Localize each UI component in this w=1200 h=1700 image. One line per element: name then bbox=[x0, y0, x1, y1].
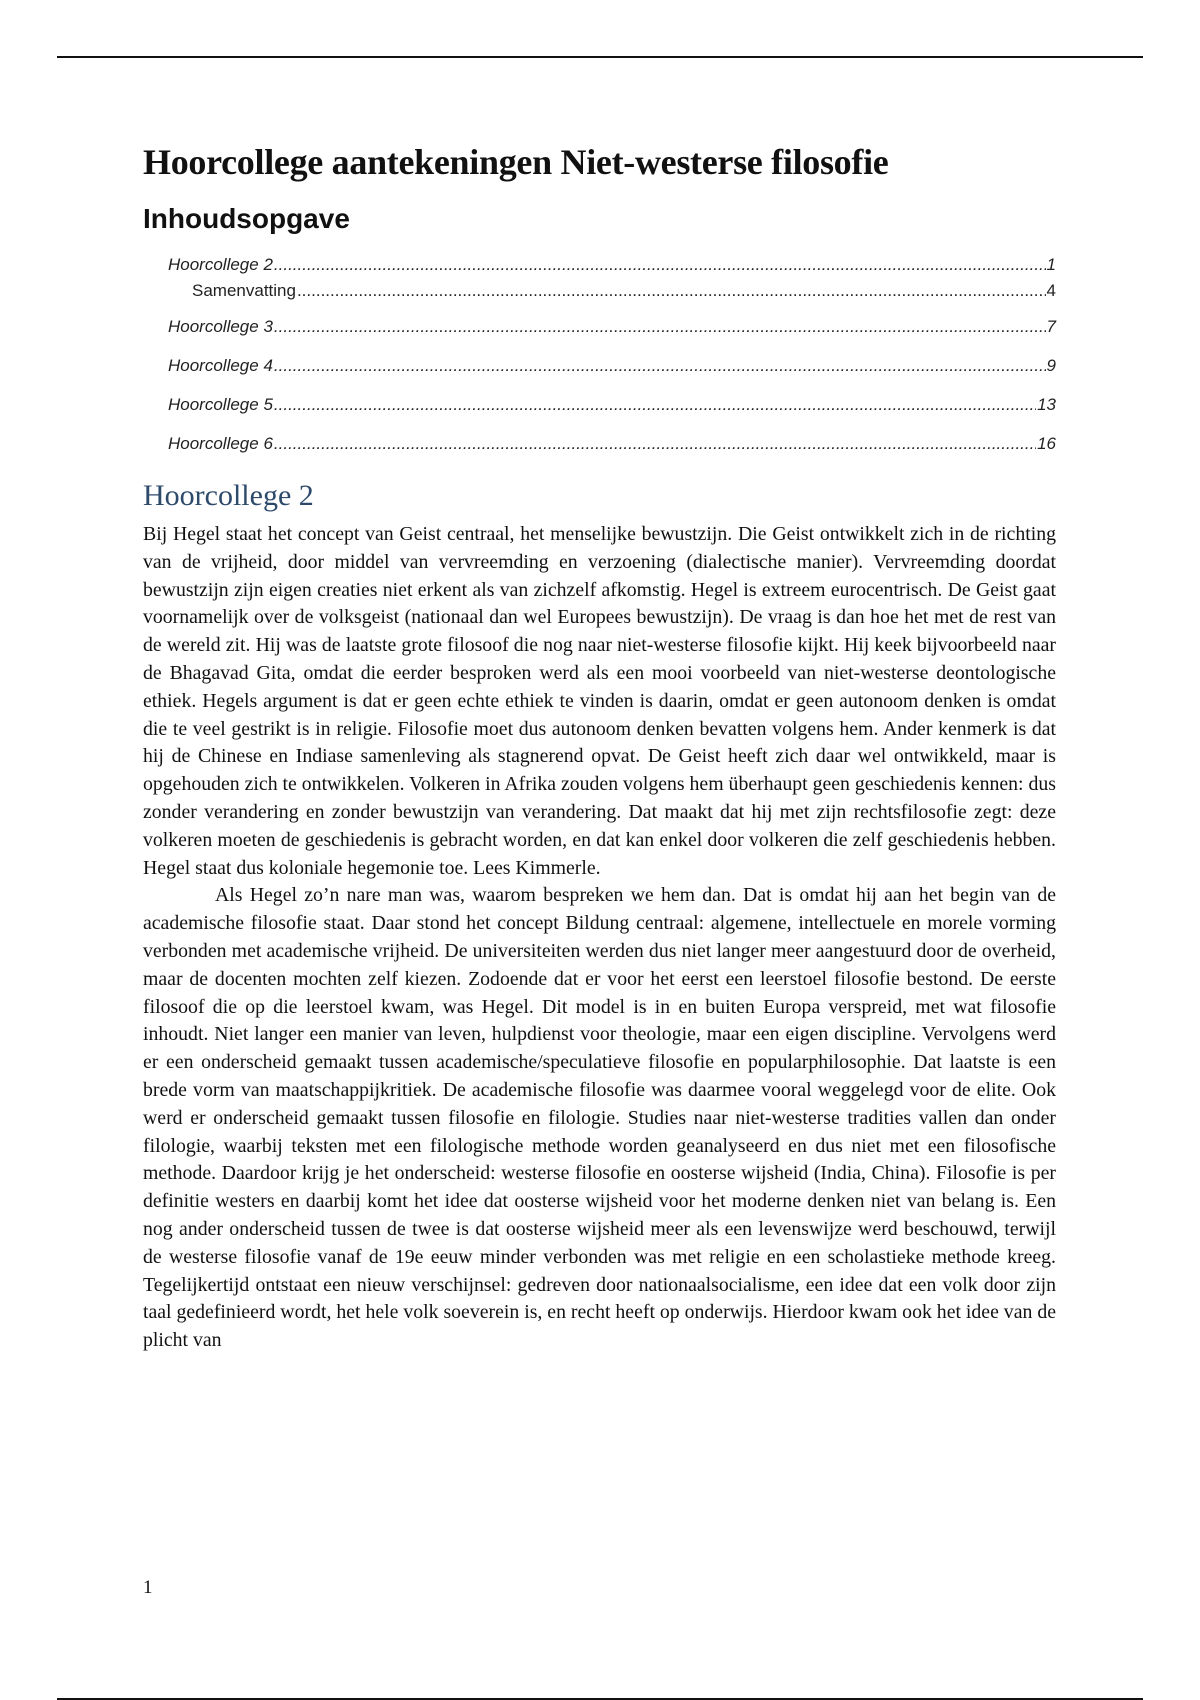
toc-heading: Inhoudsopgave bbox=[143, 203, 350, 234]
table-of-contents bbox=[143, 254, 1056, 455]
toc-leader-dots bbox=[274, 355, 1046, 377]
page-number: 1 bbox=[143, 1577, 153, 1598]
toc-leader-dots bbox=[274, 433, 1036, 455]
toc-entry-page: 16 bbox=[1037, 434, 1056, 453]
toc-entry-page: 9 bbox=[1046, 356, 1056, 375]
paragraph-hegel-geist: Bij Hegel staat het concept van Geist centraal, het menselijke bewustzijn. Die Geist ontwikkelt zich in de richting van de vrijheid, door middel van vervreemding en verzoening (dialectische manier). Vervreemding doordat bewustzijn zijn eigen creaties niet erkent als van zichzelf afkomstig. Hegel is extreem eurocentrisch. De Geist gaat voornamelijk over de volksgeist (nationaal dan wel Europees bewustzijn). De vraag is dan hoe het met de rest van de wereld zit. Hij was de laatste grote filosoof die nog naar niet-westerse filosofie kijkt. Hij keek bijvoorbeeld naar de Bhagavad Gita, omdat die eerder besproken werd als een mooi voorbeeld van niet-westerse deontologische ethiek. Hegels argument is dat er geen echte ethiek te vinden is daarin, omdat er geen autonoom denken is omdat die te veel gestrikt is in religie. Filosofie moet dus autonoom denken bevatten volgens hem. Ander kenmerk is dat hij de Chinese en Indiase samenleving als stagnerend opvat. De Geist heeft zich daar wel ontwikkeld, maar is opgehouden zich te ontwikkelen. Volkeren in Afrika zouden volgens hem überhaupt geen geschiedenis kennen: dus zonder verandering en zonder bewustzijn van verandering. Dat maakt dat hij met zijn rechtsfilosofie zegt: deze volkeren moeten de geschiedenis is gebracht worden, en dat kan enkel door volkeren die zelf geschiedenis hebben. Hegel staat dus koloniale hegemonie toe. Lees Kimmerle. bbox=[143, 523, 1056, 879]
toc-entry-label: Hoorcollege 5 bbox=[168, 395, 273, 414]
toc-entry-page: 4 bbox=[1046, 281, 1056, 300]
toc-entry-label: Hoorcollege 3 bbox=[168, 317, 273, 336]
toc-entry-samenvatting[interactable] bbox=[143, 280, 1056, 302]
header-rule bbox=[57, 56, 1143, 58]
toc-entry-label: Hoorcollege 2 bbox=[168, 255, 273, 274]
toc-leader-dots bbox=[274, 316, 1046, 338]
section-heading-hoorcollege-2: Hoorcollege 2 bbox=[143, 479, 314, 512]
page-content bbox=[143, 140, 1056, 1355]
toc-entry-label: Hoorcollege 6 bbox=[168, 434, 273, 453]
toc-entry-hoorcollege-3[interactable] bbox=[143, 316, 1056, 338]
toc-leader-dots bbox=[297, 280, 1046, 302]
toc-entry-hoorcollege-2[interactable] bbox=[143, 254, 1056, 276]
toc-leader-dots bbox=[274, 394, 1036, 416]
document-title: Hoorcollege aantekeningen Niet-westerse filosofie bbox=[143, 142, 889, 182]
toc-entry-label: Samenvatting bbox=[192, 281, 296, 300]
toc-entry-page: 7 bbox=[1046, 317, 1056, 336]
toc-entry-page: 13 bbox=[1037, 395, 1056, 414]
toc-entry-hoorcollege-6[interactable] bbox=[143, 433, 1056, 455]
toc-entry-hoorcollege-4[interactable] bbox=[143, 355, 1056, 377]
toc-entry-page: 1 bbox=[1046, 255, 1056, 274]
toc-leader-dots bbox=[274, 254, 1046, 276]
paragraph-academische-filosofie: Als Hegel zo’n nare man was, waarom bespreken we hem dan. Dat is omdat hij aan het begin van de academische filosofie staat. Daar stond het concept Bildung centraal: algemene, intellectuele en morele vorming verbonden met academische vrijheid. De universiteiten werden dus niet langer meer aangestuurd door de overheid, maar de docenten mochten zelf kiezen. Zodoende dat er voor het eerst een leerstoel filosofie bestond. De eerste filosoof die op die leerstoel kwam, was Hegel. Dit model is in en buiten Europa verspreid, met wat filosofie inhoudt. Niet langer een manier van leven, hulpdienst voor theologie, maar een eigen discipline. Vervolgens werd er een onderscheid gemaakt tussen academische/speculatieve filosofie en popularphilosophie. Dat laatste is een brede vorm van maatschappijkritiek. De academische filosofie was daarmee vooral weggelegd voor de elite. Ook werd er onderscheid gemaakt tussen filosofie en filologie. Studies naar niet-westerse tradities vallen dan onder filologie, waarbij teksten met een filologische methode worden geanalyseerd en dus niet met een filosofische methode. Daardoor krijg je het onderscheid: westerse filosofie en oosterse wijsheid (India, China). Filosofie is per definitie westers en daarbij komt het idee dat oosterse wijsheid voor het moderne denken niet van belang is. Een nog ander onderscheid tussen de twee is dat oosterse wijsheid meer als een levenswijze werd beschouwd, terwijl de westerse filosofie vanaf de 19e eeuw minder verbonden was met religie en een scholastieke methode kreeg. Tegelijkertijd ontstaat een nieuw verschijnsel: gedreven door nationaalsocialisme, een idee dat een volk door zijn taal gedefinieerd wordt, het hele volk soeverein is, en recht heeft op onderwijs. Hierdoor kwam ook het idee van de plicht van bbox=[143, 884, 1056, 1352]
toc-entry-hoorcollege-5[interactable] bbox=[143, 394, 1056, 416]
toc-entry-label: Hoorcollege 4 bbox=[168, 356, 273, 375]
